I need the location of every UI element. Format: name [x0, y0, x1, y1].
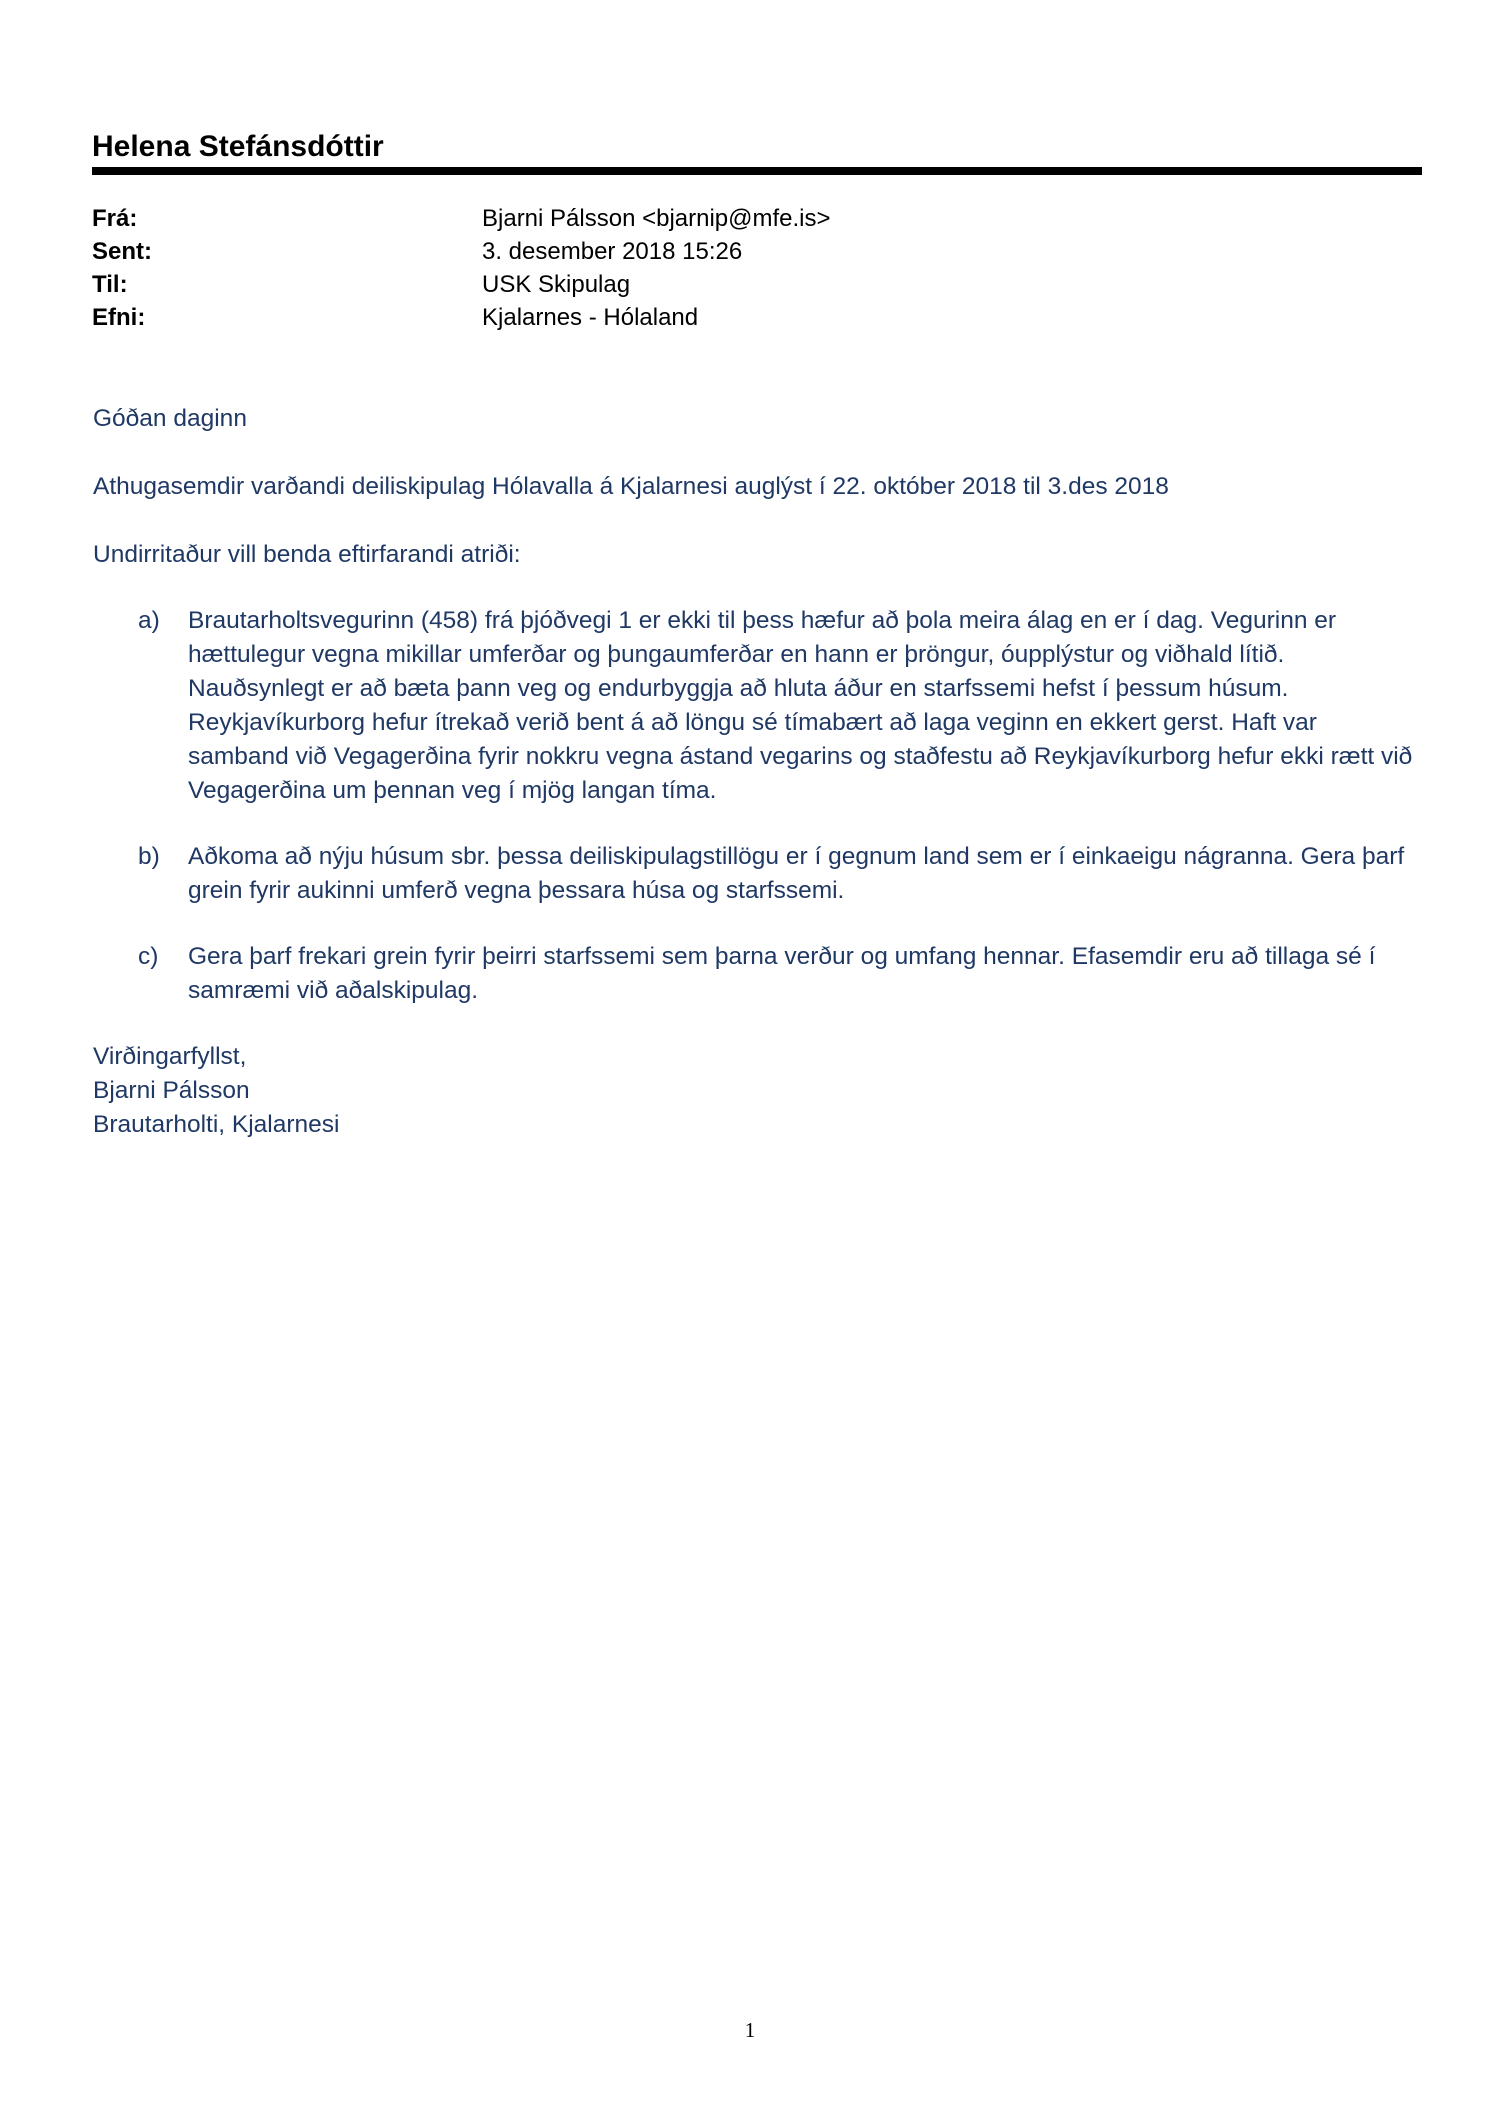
list-marker: c) [138, 943, 159, 970]
from-label: Frá: [92, 205, 138, 232]
list-item-text: Gera þarf frekari grein fyrir þeirri starfssemi sem þarna verður og umfang hennar. Efasemdir eru að tillaga sé í samræmi við aðalskipulag. [188, 943, 1376, 1004]
intro-paragraph: Athugasemdir varðandi deiliskipulag Hólavalla á Kjalarnesi auglýst í 22. október 2018 til 3.des 2018 [93, 473, 1169, 500]
to-label: Til: [92, 271, 128, 298]
title-divider [92, 167, 1422, 175]
page-number: 1 [744, 2018, 756, 2042]
list-marker: a) [138, 607, 160, 634]
signoff [93, 1040, 1423, 1142]
email-header [92, 202, 1192, 334]
signer-name: Bjarni Pálsson [93, 1077, 250, 1104]
closing: Virðingarfyllst, [93, 1043, 247, 1070]
sent-label: Sent: [92, 238, 152, 265]
page-title: Helena Stefánsdóttir [92, 130, 384, 163]
email-body [93, 402, 1423, 1142]
subject-row [92, 301, 1192, 334]
to-value: USK Skipulag [482, 271, 631, 298]
sent-row [92, 235, 1192, 268]
lead-paragraph: Undirritaður vill benda eftirfarandi atriði: [93, 541, 521, 568]
list-item [138, 840, 1423, 908]
subject-label: Efni: [92, 304, 146, 331]
to-row [92, 268, 1192, 301]
list-item-text: Aðkoma að nýju húsum sbr. þessa deiliskipulagstillögu er í gegnum land sem er í einkaeigu nágranna. Gera þarf grein fyrir aukinni umferð vegna þessara húsa og starfssemi. [188, 843, 1405, 904]
greeting: Góðan daginn [93, 405, 247, 432]
list-item [138, 604, 1423, 808]
list-item [138, 940, 1423, 1008]
from-value: Bjarni Pálsson <bjarnip@mfe.is> [482, 205, 831, 232]
list-marker: b) [138, 843, 160, 870]
signer-place: Brautarholti, Kjalarnesi [93, 1111, 340, 1138]
subject-value: Kjalarnes - Hólaland [482, 304, 699, 331]
sent-value: 3. desember 2018 15:26 [482, 238, 743, 265]
list-item-text: Brautarholtsvegurinn (458) frá þjóðvegi 1 er ekki til þess hæfur að þola meira álag en er í dag. Vegurinn er hættulegur vegna mikillar umferðar og þungaumferðar en hann er þröngur, óupplýstur og viðhald lítið. Nauðsynlegt er að bæta þann veg og endurbyggja að hluta áður en starfssemi hefst í þessum húsum. Reykjavíkurborg hefur ítrekað verið bent á að löngu sé tímabært að laga veginn en ekkert gerst. Haft var samband við Vegagerðina fyrir nokkru vegna ástand vegarins og staðfestu að Reykjavíkurborg hefur ekki rætt við Vegagerðina um þennan veg í mjög langan tíma. [188, 607, 1413, 804]
from-row [92, 202, 1192, 235]
